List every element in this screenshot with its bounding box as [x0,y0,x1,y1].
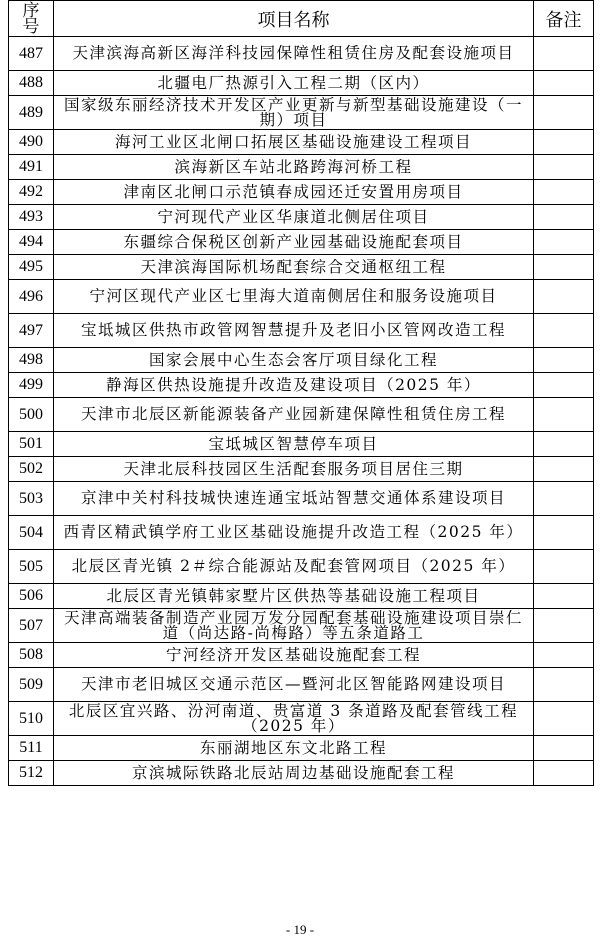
row-project-name: 海河工业区北闸口拓展区基础设施建设工程项目 [54,130,534,155]
table-row [9,373,594,398]
row-project-name: 静海区供热设施提升改造及建设项目（2025 年） [54,373,534,398]
row-serial-number: 500 [9,398,54,432]
table-row [9,348,594,373]
table-row [9,71,594,96]
row-remarks [534,373,594,398]
table-row [9,457,594,482]
row-remarks [534,398,594,432]
row-project-name: 宁河经济开发区基础设施配套工程 [54,643,534,668]
row-serial-number: 504 [9,516,54,550]
row-project-name: 天津高端装备制造产业园万发分园配套基础设施建设项目崇仁道（尚达路-尚梅路）等五条道路工 [54,609,534,643]
table-row [9,550,594,584]
row-serial-number: 495 [9,255,54,280]
row-serial-number: 511 [9,736,54,761]
row-serial-number: 512 [9,761,54,786]
header-serial-number: 序 号 [9,1,54,37]
row-remarks [534,280,594,314]
row-remarks [534,516,594,550]
table-row [9,482,594,516]
row-remarks [534,432,594,457]
row-remarks [534,37,594,71]
row-serial-number: 498 [9,348,54,373]
table-row [9,96,594,130]
row-project-name: 北疆电厂热源引入工程二期（区内） [54,71,534,96]
row-project-name: 津南区北闸口示范镇春成园还迁安置用房项目 [54,180,534,205]
row-remarks [534,130,594,155]
row-remarks [534,761,594,786]
row-serial-number: 487 [9,37,54,71]
row-serial-number: 507 [9,609,54,643]
row-serial-number: 502 [9,457,54,482]
row-remarks [534,482,594,516]
row-remarks [534,96,594,130]
row-remarks [534,255,594,280]
row-serial-number: 499 [9,373,54,398]
row-serial-number: 491 [9,155,54,180]
table-row [9,609,594,643]
row-remarks [534,550,594,584]
row-project-name: 宁河现代产业区华康道北侧居住项目 [54,205,534,230]
row-remarks [534,702,594,736]
row-remarks [534,155,594,180]
row-project-name: 国家会展中心生态会客厅项目绿化工程 [54,348,534,373]
row-project-name: 东疆综合保税区创新产业园基础设施配套项目 [54,230,534,255]
table-row [9,643,594,668]
row-project-name: 天津北辰科技园区生活配套服务项目居住三期 [54,457,534,482]
row-serial-number: 488 [9,71,54,96]
table-row [9,314,594,348]
row-remarks [534,668,594,702]
row-serial-number: 493 [9,205,54,230]
row-project-name: 天津滨海国际机场配套综合交通枢纽工程 [54,255,534,280]
table-row [9,37,594,71]
row-serial-number: 501 [9,432,54,457]
table-row [9,668,594,702]
row-serial-number: 506 [9,584,54,609]
table-row [9,702,594,736]
row-remarks [534,71,594,96]
table-header-row [9,1,594,37]
row-remarks [534,348,594,373]
row-remarks [534,230,594,255]
row-serial-number: 509 [9,668,54,702]
row-serial-number: 508 [9,643,54,668]
row-serial-number: 489 [9,96,54,130]
row-remarks [534,584,594,609]
row-project-name: 西青区精武镇学府工业区基础设施提升改造工程（2025 年） [54,516,534,550]
table-row [9,761,594,786]
row-project-name: 宝坻城区智慧停车项目 [54,432,534,457]
row-project-name: 宁河区现代产业区七里海大道南侧居住和服务设施项目 [54,280,534,314]
project-table [8,0,594,786]
row-remarks [534,314,594,348]
table-row [9,155,594,180]
row-project-name: 京津中关村科技城快速连通宝坻站智慧交通体系建设项目 [54,482,534,516]
header-remarks: 备注 [534,1,594,37]
row-remarks [534,205,594,230]
row-project-name: 京滨城际铁路北辰站周边基础设施配套工程 [54,761,534,786]
row-project-name: 北辰区青光镇 2＃综合能源站及配套管网项目（2025 年） [54,550,534,584]
row-remarks [534,180,594,205]
row-remarks [534,643,594,668]
row-project-name: 滨海新区车站北路跨海河桥工程 [54,155,534,180]
row-serial-number: 492 [9,180,54,205]
row-project-name: 东丽湖地区东文北路工程 [54,736,534,761]
row-serial-number: 510 [9,702,54,736]
header-project-name: 项目名称 [54,1,534,37]
row-project-name: 北辰区青光镇韩家墅片区供热等基础设施工程项目 [54,584,534,609]
table-row [9,736,594,761]
table-row [9,432,594,457]
table-row [9,398,594,432]
row-project-name: 北辰区宜兴路、汾河南道、贵富道 3 条道路及配套管线工程（2025 年） [54,702,534,736]
row-serial-number: 505 [9,550,54,584]
page-number: - 19 - [285,922,315,937]
table-row [9,255,594,280]
row-serial-number: 497 [9,314,54,348]
table-row [9,180,594,205]
row-serial-number: 490 [9,130,54,155]
row-project-name: 天津市老旧城区交通示范区—暨河北区智能路网建设项目 [54,668,534,702]
row-remarks [534,736,594,761]
table-row [9,230,594,255]
row-project-name: 国家级东丽经济技术开发区产业更新与新型基础设施建设（一期）项目 [54,96,534,130]
row-serial-number: 503 [9,482,54,516]
row-remarks [534,609,594,643]
row-remarks [534,457,594,482]
table-row [9,130,594,155]
table-row [9,516,594,550]
row-project-name: 天津滨海高新区海洋科技园保障性租赁住房及配套设施项目 [54,37,534,71]
row-serial-number: 496 [9,280,54,314]
row-project-name: 天津市北辰区新能源装备产业园新建保障性租赁住房工程 [54,398,534,432]
table-row [9,584,594,609]
table-row [9,205,594,230]
row-serial-number: 494 [9,230,54,255]
row-project-name: 宝坻城区供热市政管网智慧提升及老旧小区管网改造工程 [54,314,534,348]
table-row [9,280,594,314]
